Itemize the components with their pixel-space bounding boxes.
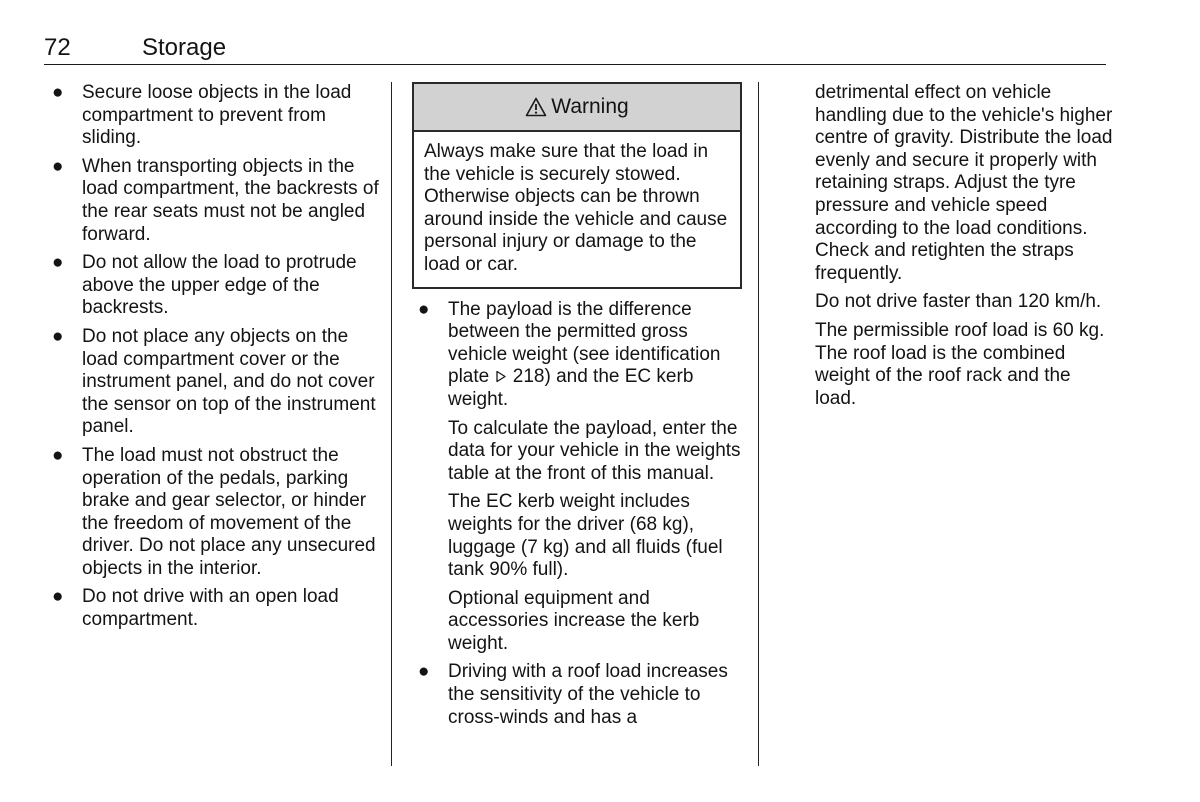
bullet-icon: ● [52,252,64,274]
list-item: ● When transporting objects in the load compartment, the backrests of the rear seats must not be angled forward. [52,155,379,245]
warning-title: Warning [551,95,629,118]
bullet-icon: ● [52,82,64,103]
column-divider [758,82,759,766]
page-header [44,34,1106,65]
page-reference-arrow-icon [494,370,507,383]
list-item: ● The load must not obstruct the operation of the pedals, parking brake and gear selector, or hinder the freedom of movement of the driver. Do not place any unsecured objects in the interior. [52,444,376,579]
list-item [412,661,744,729]
column-right [815,82,1115,416]
list-item: ● Do not allow the load to protrude above the upper edge of the backrests. [52,252,357,319]
list-item: ● Do not drive with an open load compartment. [52,586,339,631]
column-divider [391,82,392,766]
page-reference[interactable]: 218 [512,366,545,388]
warning-triangle-icon [525,97,547,117]
payload-list [412,299,744,730]
list-item: ● Secure loose objects in the load compartment to prevent from sliding. [52,82,352,149]
list-item [412,299,744,656]
bullet-icon: ● [52,155,64,177]
column-middle [412,82,744,735]
column-left [50,82,380,638]
paragraph: Driving with a roof load increases the sensitivity of the vehicle to cross-winds and has a [448,661,728,728]
warning-text: Always make sure that the load in the vehicle is securely stowed. Otherwise objects can be thrown around inside the vehicle and cause personal injury or damage to the load or car. [424,141,728,275]
page-number: 72 [44,34,71,61]
bullet-icon: ● [52,586,64,608]
paragraph: To calculate the payload, enter the data for your vehicle in the weights table at the front of this manual. [448,417,741,484]
paragraph: The EC kerb weight includes weights for the driver (68 kg), luggage (7 kg) and all fluids (fuel tank 90% full). [448,491,723,581]
paragraph: detrimental effect on vehicle handling due to the vehicle's higher centre of gravity. Distribute the load evenly and secure it properly with retaining straps. Adjust the tyre pressure and vehicle speed according to the load conditions. Check and retighten the straps frequently. [815,82,1113,284]
bullet-icon: ● [418,298,430,320]
list-item: ● Do not place any objects on the load compartment cover or the instrument panel, and do not cover the sensor on top of the instrument panel. [52,325,376,438]
bullet-icon: ● [52,325,64,347]
warning-header [414,84,740,132]
payload-definition: The payload is the difference between the permitted gross vehicle weight (see identification plate 218) and the EC kerb weight. [448,298,721,410]
paragraph: Optional equipment and accessories increase the kerb weight. [448,587,700,654]
load-instructions-list [50,82,380,632]
speed-limit-paragraph: Do not drive faster than 120 km/h. [815,291,1102,313]
roof-load-paragraph: The permissible roof load is 60 kg. The roof load is the combined weight of the roof rack and the load. [815,319,1105,409]
bullet-icon: ● [52,444,64,466]
section-title: Storage [142,34,227,61]
warning-box [412,82,742,289]
bullet-icon: ● [418,661,430,683]
